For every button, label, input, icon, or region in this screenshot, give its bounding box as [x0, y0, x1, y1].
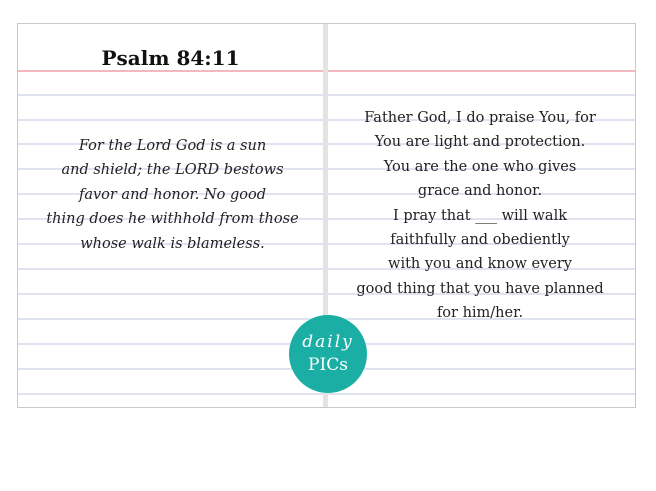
prayer-line: I pray that ___ will walk: [392, 207, 567, 224]
verse-line: and shield; the LORD bestows: [61, 162, 284, 179]
prayer-line: good thing that you have planned: [356, 280, 604, 297]
verse-line: favor and honor. No good: [78, 186, 267, 203]
daily-pics-logo: [289, 315, 367, 393]
prayer-line: faithfully and obediently: [390, 232, 570, 249]
prayer-line: Father God, I do praise You, for: [364, 110, 596, 126]
verse-text: [30, 134, 315, 256]
logo-brand-text: PICs: [308, 355, 348, 375]
prayer-line: for him/her.: [436, 305, 524, 322]
verse-line: whose walk is blameless.: [80, 235, 265, 252]
prayer-line: with you and know every: [388, 256, 572, 273]
prayer-line: grace and honor.: [417, 183, 543, 200]
verse-line: For the Lord God is a sun: [78, 138, 267, 154]
prayer-text: [330, 106, 630, 326]
index-card: [17, 23, 636, 408]
logo-mark: [289, 315, 367, 393]
card-title: Psalm 84:11: [101, 46, 240, 70]
prayer-line: You are the one who gives: [383, 158, 577, 175]
logo-script-text: daily: [302, 332, 354, 352]
verse-line: thing does he withhold from those: [46, 211, 299, 228]
prayer-line: You are light and protection.: [374, 134, 586, 151]
